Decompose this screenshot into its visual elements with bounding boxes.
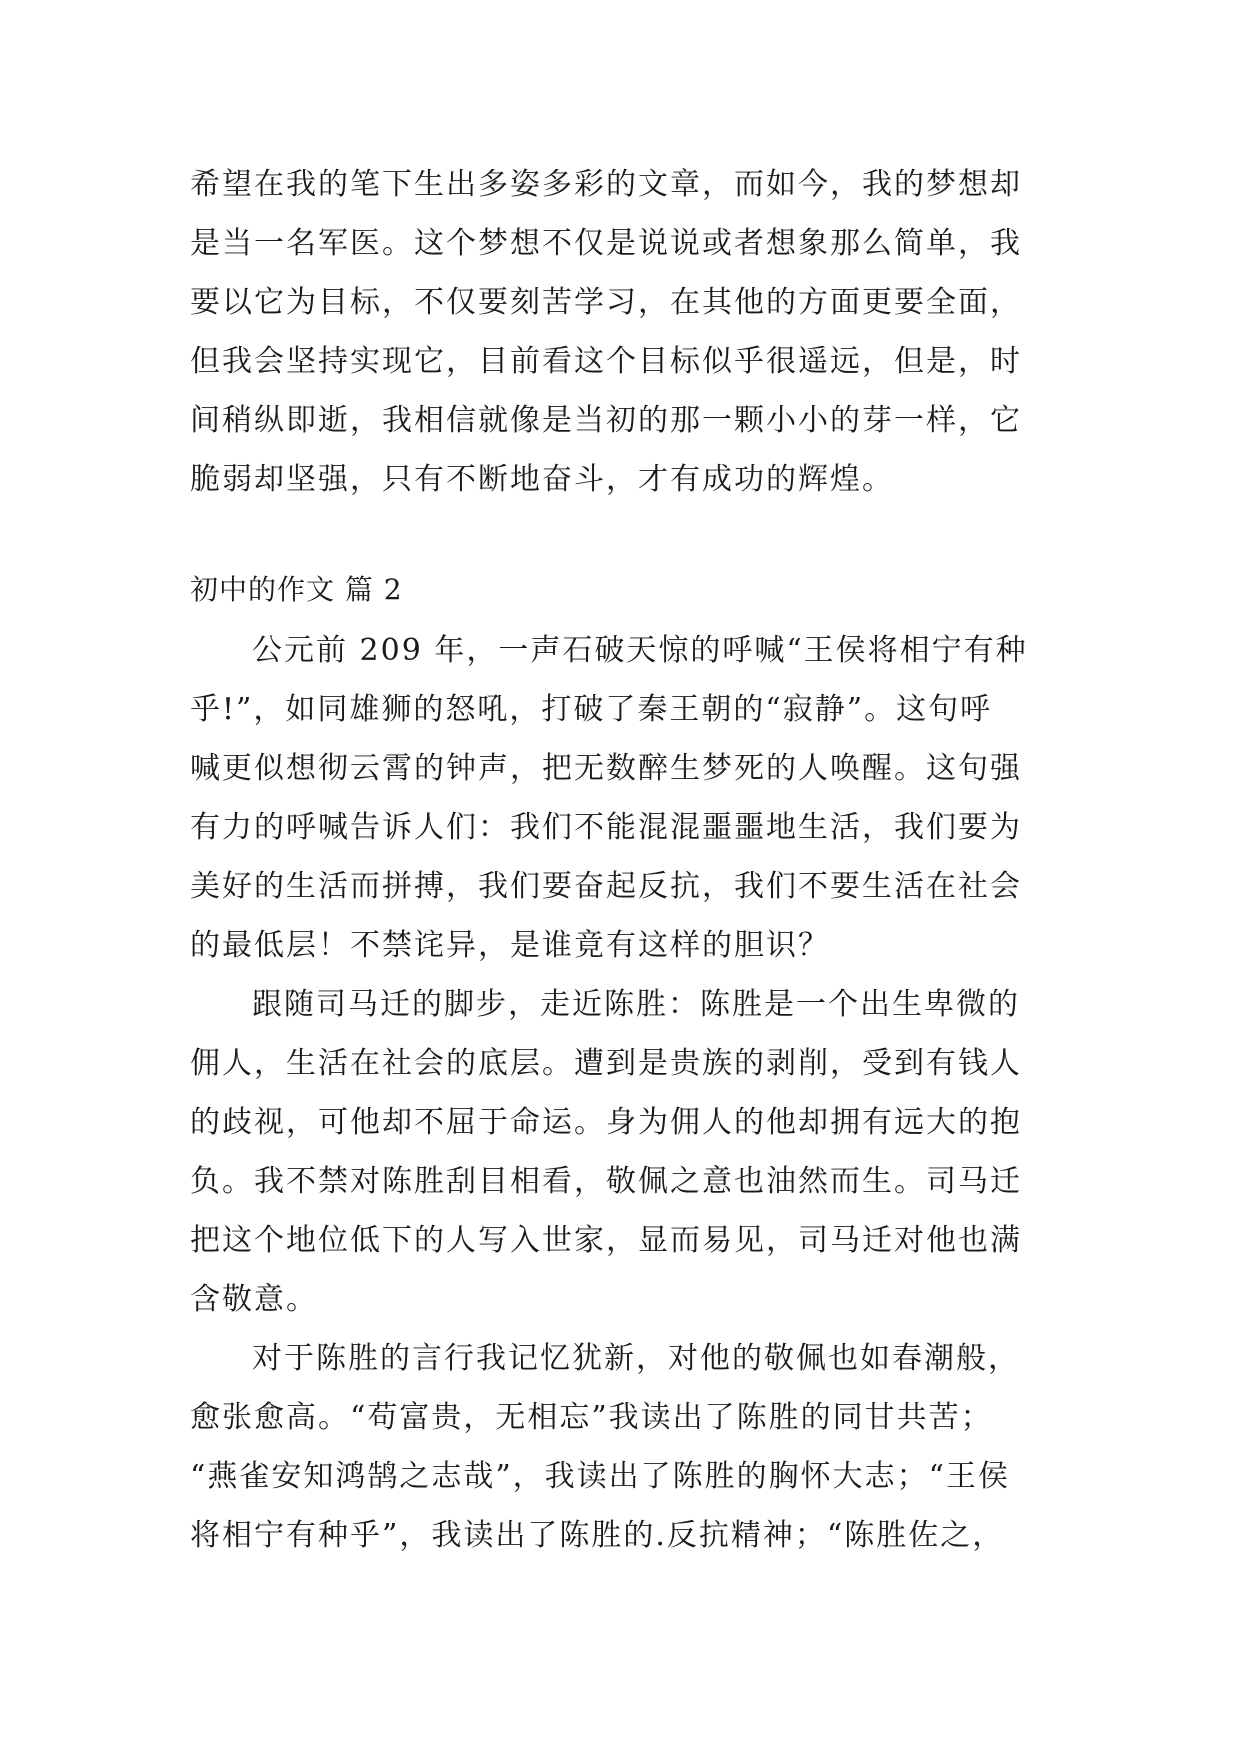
text-line: 含敬意。 bbox=[190, 1282, 318, 1317]
text-line: 负。我不禁对陈胜刮目相看，敬佩之意也油然而生。司马迁 bbox=[190, 1164, 1022, 1199]
text-line: 间稍纵即逝，我相信就像是当初的那一颗小小的芽一样，它 bbox=[190, 403, 1022, 438]
text-line: 公元前 209 年，一声石破天惊的呼喊“王侯将相宁有种 bbox=[252, 633, 1028, 668]
text-line: 要以它为目标，不仅要刻苦学习，在其他的方面更要全面， bbox=[190, 285, 1022, 320]
essay-body bbox=[190, 621, 1070, 1565]
text-line: 对于陈胜的言行我记忆犹新，对他的敬佩也如春潮般， bbox=[252, 1341, 1020, 1376]
text-line: 美好的生活而拼搏，我们要奋起反抗，我们不要生活在社会 bbox=[190, 869, 1022, 904]
text-line: 的最低层！不禁诧异，是谁竟有这样的胆识？ bbox=[190, 928, 830, 963]
text-line: 是当一名军医。这个梦想不仅是说说或者想象那么简单，我 bbox=[190, 226, 1022, 261]
paragraph-dream bbox=[190, 155, 1070, 509]
text-line: 脆弱却坚强，只有不断地奋斗，才有成功的辉煌。 bbox=[190, 462, 894, 497]
text-line: 希望在我的笔下生出多姿多彩的文章，而如今，我的梦想却 bbox=[190, 167, 1022, 202]
text-line: 喊更似想彻云霄的钟声，把无数醉生梦死的人唤醒。这句强 bbox=[190, 751, 1022, 786]
text-line: 将相宁有种乎”，我读出了陈胜的.反抗精神；“陈胜佐之， bbox=[190, 1518, 1005, 1553]
text-line: 跟随司马迁的脚步，走近陈胜：陈胜是一个出生卑微的 bbox=[252, 987, 1020, 1022]
text-line: 但我会坚持实现它，目前看这个目标似乎很遥远，但是，时 bbox=[190, 344, 1022, 379]
text-line: 把这个地位低下的人写入世家，显而易见，司马迁对他也满 bbox=[190, 1223, 1022, 1258]
text-line: 愈张愈高。“苟富贵，无相忘”我读出了陈胜的同甘共苦； bbox=[190, 1400, 993, 1435]
text-line: 佣人，生活在社会的底层。遭到是贵族的剥削，受到有钱人 bbox=[190, 1046, 1022, 1081]
text-line: 有力的呼喊告诉人们：我们不能混混噩噩地生活，我们要为 bbox=[190, 810, 1022, 845]
text-line: 乎!”，如同雄狮的怒吼，打破了秦王朝的“寂静”。这句呼 bbox=[190, 692, 993, 727]
text-line: 的歧视，可他却不屈于命运。身为佣人的他却拥有远大的抱 bbox=[190, 1105, 1022, 1140]
text-line: “燕雀安知鸿鹄之志哉”，我读出了陈胜的胸怀大志；“王侯 bbox=[190, 1459, 1011, 1494]
section-heading: 初中的作文 篇 2 bbox=[190, 573, 403, 606]
